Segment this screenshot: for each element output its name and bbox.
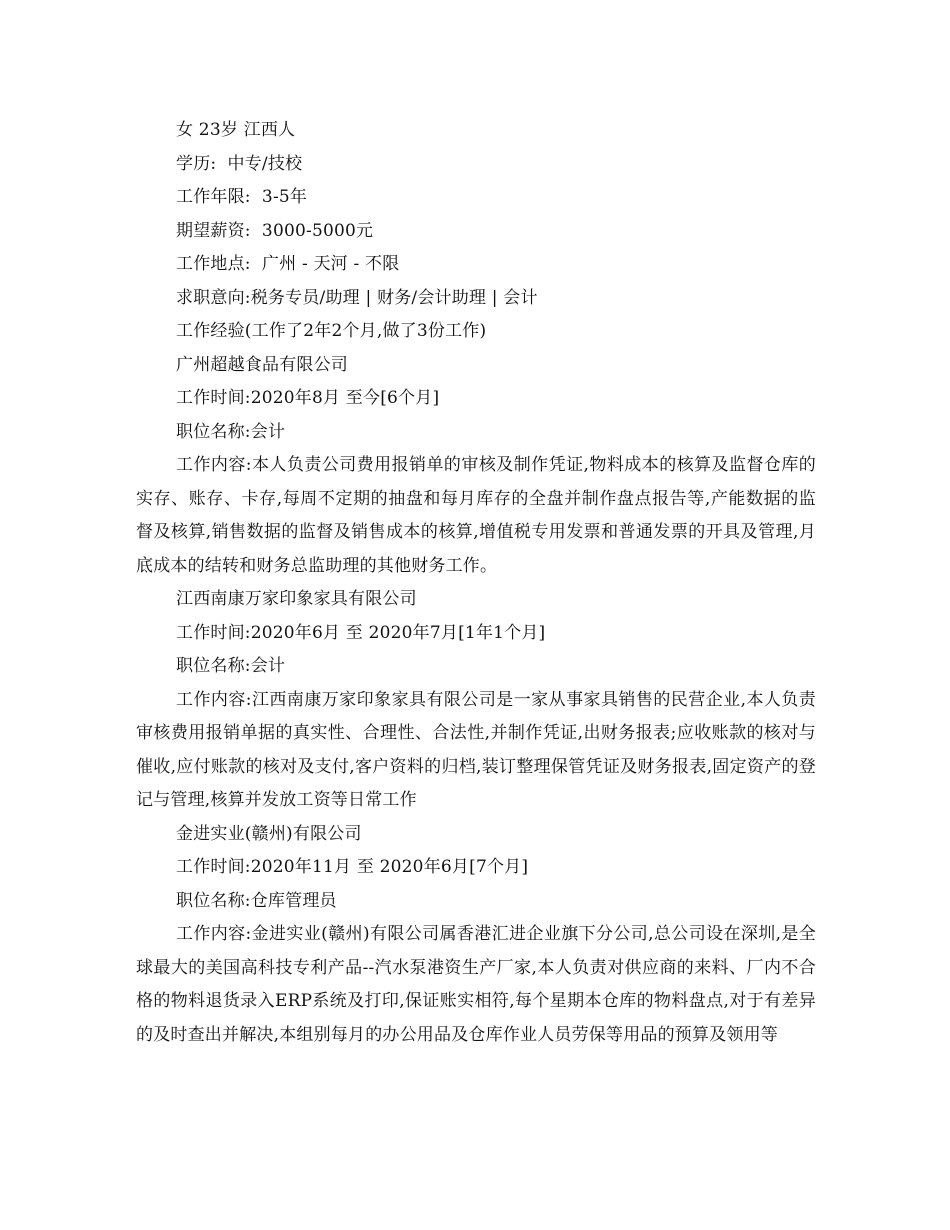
resume-body: [136, 114, 816, 1052]
job-entry: [136, 583, 816, 818]
job-entry: [136, 818, 816, 1053]
experience-years: 工作年限: 3-5年: [176, 187, 308, 207]
position-title: 职位名称:仓库管理员: [176, 890, 337, 911]
company-name: 金进实业(赣州)有限公司: [176, 823, 362, 844]
education: 学历: 中专/技校: [176, 153, 303, 174]
work-time: 工作时间:2020年8月 至今[6个月]: [176, 388, 440, 408]
job-intention: 求职意向:税务专员/助理 | 财务/会计助理 | 会计: [176, 287, 538, 308]
work-content: 工作内容:本人负责公司费用报销单的审核及制作凭证,物料成本的核算及监督仓库的实存、账存、卡存,每周不定期的抽盘和每月库存的全盘并制作盘点报告等,产能数据的监督及核算,销售数据的监督及销售成本的核算,增值税专用发票和普通发票的开具及管理,月底成本的结转和财务总监助理的其他财务工作。: [136, 455, 816, 576]
company-name: 广州超越食品有限公司: [176, 354, 348, 375]
position-title: 职位名称:会计: [176, 421, 286, 442]
work-content: 工作内容:江西南康万家印象家具有限公司是一家从事家具销售的民营企业,本人负责审核费用报销单据的真实性、合理性、合法性,并制作凭证,出财务报表;应收账款的核对与催收,应付账款的核对及支付,客户资料的归档,装订整理保管凭证及财务报表,固定资产的登记与管理,核算并发放工资等日常工作: [136, 689, 816, 810]
position-title: 职位名称:会计: [176, 656, 286, 676]
work-time: 工作时间:2020年11月 至 2020年6月[7个月]: [176, 857, 529, 877]
work-location: 工作地点: 广州 - 天河 - 不限: [176, 254, 400, 274]
work-time: 工作时间:2020年6月 至 2020年7月[1年1个月]: [176, 622, 546, 643]
job-entry: [136, 349, 816, 584]
expected-salary: 期望薪资: 3000-5000元: [176, 220, 374, 241]
company-name: 江西南康万家印象家具有限公司: [176, 589, 417, 609]
basic-info: 女 23岁 江西人: [176, 120, 296, 140]
experience-summary: 工作经验(工作了2年2个月,做了3份工作): [176, 321, 487, 341]
work-content: 工作内容:金进实业(赣州)有限公司属香港汇进企业旗下分公司,总公司设在深圳,是全球最大的美国高科技专利产品--汽水泵港资生产厂家,本人负责对供应商的来料、厂内不合格的物料退货录入ERP系统及打印,保证账实相符,每个星期本仓库的物料盘点,对于有差异的及时查出并解决,本组别每月的办公用品及仓库作业人员劳保等用品的预算及领用等: [136, 924, 816, 1045]
